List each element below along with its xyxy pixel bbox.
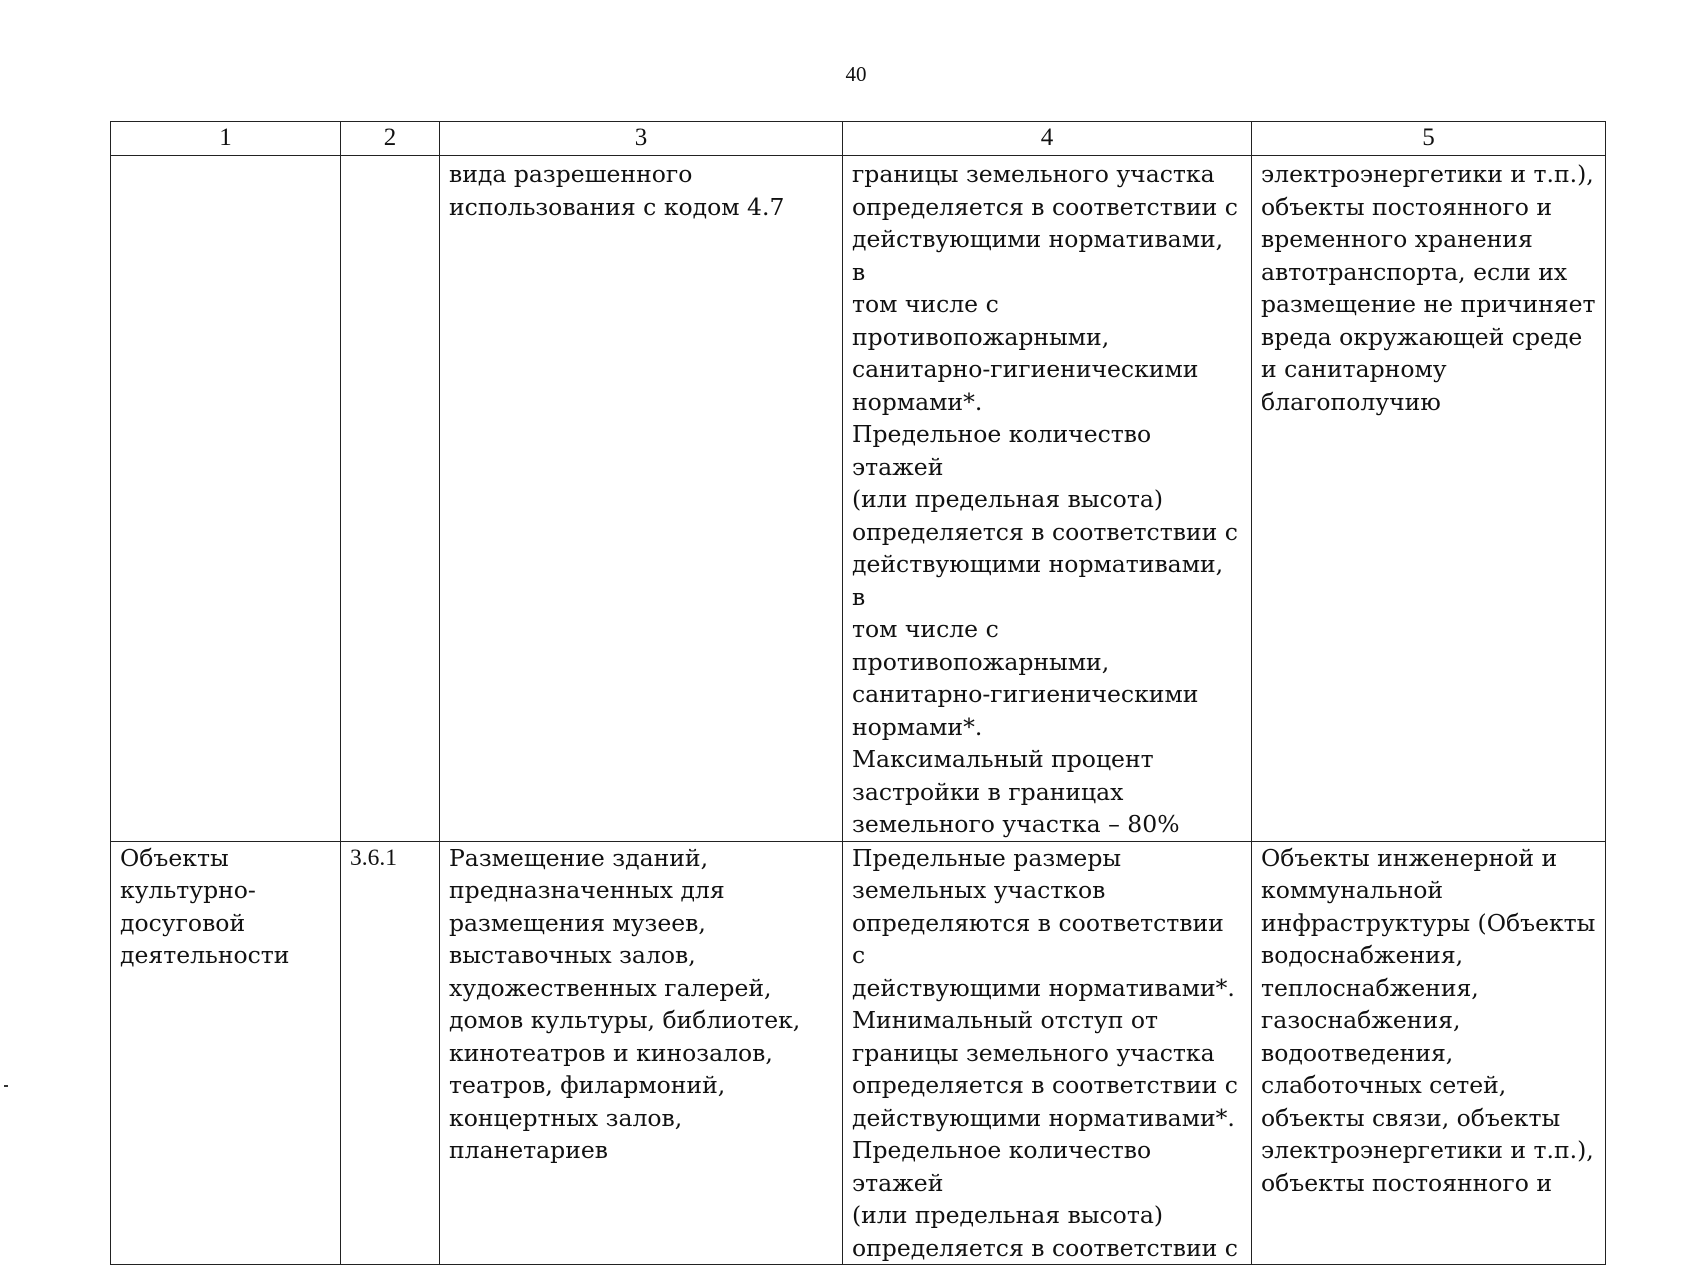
header-cell-3: 3 xyxy=(440,122,843,156)
cell-use-name: Объекты культурно- досуговой деятельности xyxy=(111,841,341,1265)
cell-use-description: вида разрешенного использования с кодом 4.7 xyxy=(440,156,843,842)
cell-code: 3.6.1 xyxy=(341,841,440,1265)
header-cell-4: 4 xyxy=(843,122,1252,156)
page-number: 40 xyxy=(845,62,867,86)
header-row xyxy=(111,122,1606,156)
header-cell-2: 2 xyxy=(341,122,440,156)
cell-code xyxy=(341,156,440,842)
cell-use-name xyxy=(111,156,341,842)
table-row xyxy=(111,841,1606,1265)
cell-parameters: границы земельного участка определяется в соответствии с действующими нормативами, в том числе с противопожарными, санитарно-гигиеническими нормами*. Предельное количество этажей (или предельная высота) определяется в соответствии с действующими нормативами, в том числе с противопожарными, санитарно-гигиеническими нормами*. Максимальный процент застройки в границах земельного участка – 80% xyxy=(843,156,1252,842)
cell-auxiliary-uses: электроэнергетики и т.п.), объекты постоянного и временного хранения автотранспорта, если их размещение не причиняет вреда окружающей среде и санитарному благополучию xyxy=(1252,156,1606,842)
cell-parameters: Предельные размеры земельных участков определяются в соответствии с действующими нормативами*. Минимальный отступ от границы земельного участка определяется в соответствии с действующими нормативами*. Предельное количество этажей (или предельная высота) определяется в соответствии с xyxy=(843,841,1252,1265)
zoning-table xyxy=(110,121,1606,1265)
scan-edge-mark xyxy=(4,1085,8,1087)
cell-use-description: Размещение зданий, предназначенных для размещения музеев, выставочных залов, художественных галерей, домов культуры, библиотек, кинотеатров и кинозалов, театров, филармоний, концертных залов, планетариев xyxy=(440,841,843,1265)
table-row xyxy=(111,156,1606,842)
header-cell-5: 5 xyxy=(1252,122,1606,156)
header-cell-1: 1 xyxy=(111,122,341,156)
cell-auxiliary-uses: Объекты инженерной и коммунальной инфраструктуры (Объекты водоснабжения, теплоснабжения, газоснабжения, водоотведения, слаботочных сетей, объекты связи, объекты электроэнергетики и т.п.), объекты постоянного и xyxy=(1252,841,1606,1265)
